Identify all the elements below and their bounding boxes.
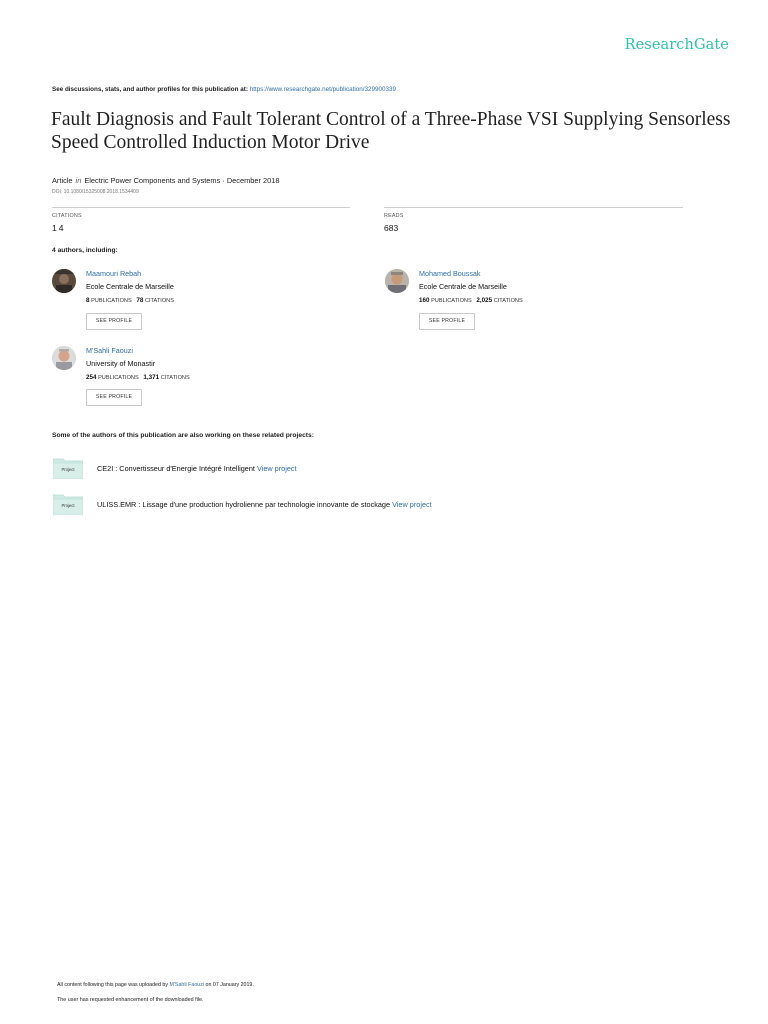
reads-value: 683 [384,223,399,233]
project-icon-label: Project [61,467,75,472]
citations-label: CITATIONS [52,213,82,219]
author-publications-label: PUBLICATIONS [431,298,472,304]
citations-value: 14 [52,223,66,233]
avatar[interactable] [52,269,76,293]
author-citations-label: CITATIONS [144,298,174,304]
see-profile-button[interactable]: SEE PROFILE [86,389,142,406]
author-name-link[interactable]: Mohamed Boussak [419,269,481,278]
author-photo-icon [385,269,409,293]
in-word: in [75,176,82,185]
authors-heading: 4 authors, including: [52,247,118,254]
project-title: ULISS.EMR : Lissage d'une production hydrolienne par technologie innovante de stockage [97,500,391,509]
author-stats [419,297,523,304]
author-citations-label: CITATIONS [493,298,523,304]
author-citations-count: 78 [136,297,144,304]
researchgate-logo[interactable]: ResearchGate [624,37,729,53]
upload-prefix: All content following this page was uploaded by [57,982,170,988]
author-name-link[interactable]: M'Sahli Faouzi [86,346,133,355]
project-item [97,464,297,473]
author-stats [86,297,174,304]
article-meta [52,176,279,185]
reads-label: READS [384,213,404,219]
view-project-link[interactable]: View project [256,464,297,473]
project-folder-icon [53,494,83,515]
citations-divider [52,207,350,208]
author-publications-label: PUBLICATIONS [98,375,139,381]
author-citations-count: 1,371 [143,374,160,381]
author-publications-label: PUBLICATIONS [91,298,132,304]
author-affiliation: Ecole Centrale de Marseille [86,282,174,291]
view-project-link[interactable]: View project [392,500,432,509]
avatar[interactable] [385,269,409,293]
project-title: CE2I : Convertisseur d'Energie Intégré Intelligent [97,464,255,473]
author-affiliation: University of Monastir [86,359,156,368]
publication-url-link[interactable]: https://www.researchgate.net/publication/329900339 [249,86,397,93]
avatar[interactable] [52,346,76,370]
upload-note [57,982,254,988]
author-publications-count: 8 [86,297,90,304]
see-profile-button[interactable]: SEE PROFILE [419,313,475,330]
author-name-link[interactable]: Maamouri Rebah [86,269,142,278]
discussions-text: See discussions, stats, and author profiles for this publication at: [52,86,250,93]
article-type: Article [52,176,73,185]
author-citations-label: CITATIONS [160,375,190,381]
enhancement-note: The user has requested enhancement of the downloaded file. [57,997,204,1003]
author-affiliation: Ecole Centrale de Marseille [419,282,507,291]
doi-text: DOI: 10.1080/15325008.2018.1534409 [52,189,139,195]
author-publications-count: 254 [86,374,97,381]
author-photo-icon [52,269,76,293]
upload-suffix: on 07 January 2019. [204,982,254,988]
paper-title: Fault Diagnosis and Fault Tolerant Control of a Three-Phase VSI Supplying Sensorless Speed Controlled Induction Motor Drive [51,109,731,153]
discussions-line [52,86,396,93]
author-stats [86,374,190,381]
journal-name: Electric Power Components and Systems · December 2018 [84,176,280,185]
author-citations-count: 2,025 [476,297,493,304]
project-icon-label: Project [61,503,75,508]
project-item [97,500,432,509]
author-photo-icon [52,346,76,370]
author-publications-count: 160 [419,297,430,304]
projects-heading: Some of the authors of this publication are also working on these related projects: [52,432,314,439]
reads-divider [384,207,683,208]
project-folder-icon [53,458,83,479]
see-profile-button[interactable]: SEE PROFILE [86,313,142,330]
uploader-link[interactable]: M'Sahli Faouzi [169,982,205,988]
